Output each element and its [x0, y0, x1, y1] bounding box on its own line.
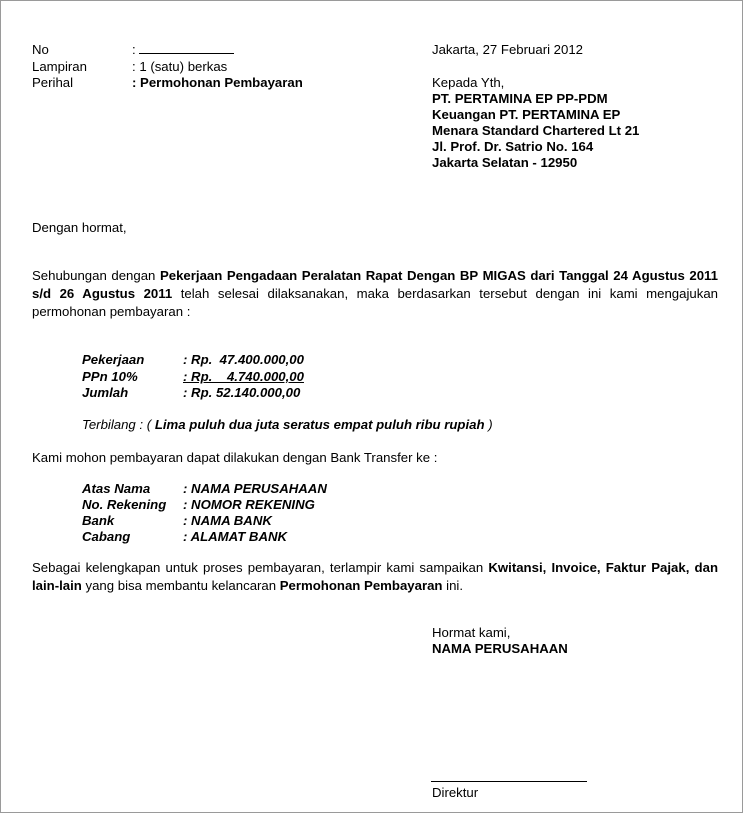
- lampiran-value: : 1 (satu) berkas: [132, 59, 228, 74]
- recipient-line: Jl. Prof. Dr. Satrio No. 164: [432, 139, 594, 154]
- bank-label: No. Rekening: [82, 497, 167, 512]
- terbilang-line: [82, 416, 493, 434]
- signoff-title: Direktur: [432, 785, 479, 800]
- bank-label: Bank: [82, 513, 115, 528]
- payment-value: : Rp. 47.400.000,00: [183, 352, 304, 367]
- intro-project-title: Pekerjaan Pengadaan Peralatan Rapat Dengan BP MIGAS dari Tanggal 24 Agustus 2011 s/d 26 Agustus 2011: [32, 268, 718, 301]
- terbilang-amount: Lima puluh dua juta seratus empat puluh ribu rupiah: [154, 417, 485, 432]
- closing-paragraph: [32, 559, 718, 595]
- bank-label: Cabang: [82, 529, 131, 544]
- bank-value: : NAMA BANK: [183, 513, 272, 528]
- no-blank-line: [139, 41, 234, 54]
- intro-text: Sehubungan dengan: [32, 268, 160, 283]
- terbilang-suffix: ): [484, 417, 493, 432]
- closing-text: Sebagai kelengkapan untuk proses pembayaran, terlampir kami sampaikan: [32, 560, 489, 575]
- recipient-line: Jakarta Selatan - 12950: [432, 155, 578, 170]
- salutation: Dengan hormat,: [32, 220, 127, 235]
- perihal-value: : Permohonan Pembayaran: [132, 75, 303, 90]
- recipient-line: PT. PERTAMINA EP PP-PDM: [432, 91, 608, 106]
- bank-value: : ALAMAT BANK: [183, 529, 288, 544]
- closing-text-end: ini.: [442, 578, 463, 593]
- lampiran-label: Lampiran: [32, 59, 87, 74]
- bank-label: Atas Nama: [82, 481, 151, 496]
- signoff-company: NAMA PERUSAHAAN: [432, 641, 568, 656]
- recipient-line: Keuangan PT. PERTAMINA EP: [432, 107, 621, 122]
- closing-subject: Permohonan Pembayaran: [279, 578, 443, 593]
- no-separator: :: [132, 42, 136, 57]
- payment-value: : Rp. 4.740.000,00: [183, 369, 304, 384]
- no-field: [132, 41, 234, 59]
- closing-attachments: Kwitansi, Invoice, Faktur Pajak, dan lain-lain: [32, 560, 718, 593]
- payment-value: : Rp. 52.140.000,00: [183, 385, 301, 400]
- no-label: No: [32, 42, 49, 57]
- intro-text-end: telah selesai dilaksanakan, maka berdasarkan tersebut dengan ini kami mengajukan permohonan pembayaran :: [32, 286, 718, 319]
- place-date: Jakarta, 27 Februari 2012: [432, 42, 584, 57]
- intro-paragraph: [32, 267, 718, 321]
- payment-label: Pekerjaan: [82, 352, 145, 367]
- terbilang-prefix: Terbilang : (: [82, 417, 155, 432]
- signoff-regards: Hormat kami,: [432, 625, 511, 640]
- closing-text-mid: yang bisa membantu kelancaran: [81, 578, 280, 593]
- payment-label: PPn 10%: [82, 369, 138, 384]
- transfer-intro: Kami mohon pembayaran dapat dilakukan dengan Bank Transfer ke :: [32, 450, 438, 465]
- payment-label: Jumlah: [82, 385, 129, 400]
- perihal-label: Perihal: [32, 75, 74, 90]
- recipient-line: Menara Standard Chartered Lt 21: [432, 123, 640, 138]
- signature-line: [431, 781, 587, 782]
- bank-value: : NAMA PERUSAHAAN: [183, 481, 327, 496]
- bank-value: : NOMOR REKENING: [183, 497, 315, 512]
- recipient-greeting: Kepada Yth,: [432, 75, 505, 90]
